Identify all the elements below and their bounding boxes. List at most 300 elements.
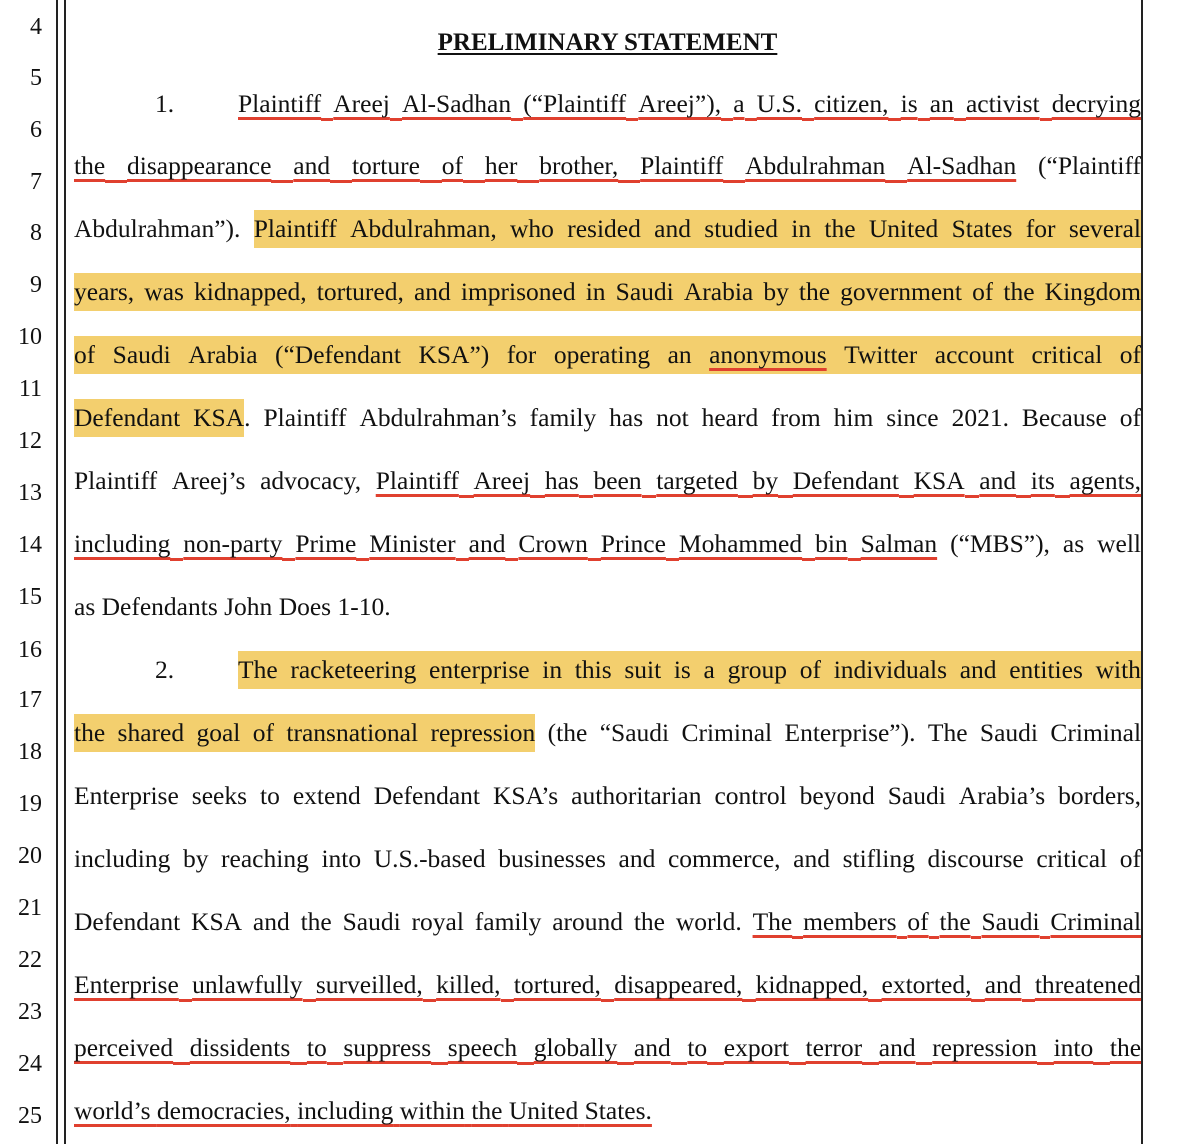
underlined-text: (“Plaintiff (523, 89, 627, 118)
word-gap (180, 399, 193, 437)
body-text: from (771, 403, 821, 432)
word-gap (691, 210, 704, 248)
body-text: extend (292, 781, 361, 810)
word-gap (179, 777, 192, 815)
word-gap (701, 777, 714, 815)
word-gap (278, 651, 291, 689)
underlined-text: and (878, 1033, 916, 1062)
word-gap (723, 147, 745, 185)
word-gap (456, 525, 469, 563)
word-gap (280, 777, 293, 815)
word-gap (242, 903, 253, 941)
body-text: The (927, 718, 968, 747)
highlighted-text: KSA”) (418, 336, 489, 374)
underlined-text: agents, (1069, 466, 1142, 495)
highlighted-text: entities (1009, 651, 1083, 689)
word-gap (184, 714, 196, 752)
word-gap (787, 651, 800, 689)
text-line (74, 840, 1141, 878)
line-number: 13 (18, 480, 42, 506)
word-gap (596, 399, 609, 437)
underlined-text: its (1030, 466, 1055, 495)
body-text: Because (1021, 403, 1107, 432)
body-text: critical (1036, 844, 1108, 873)
word-gap (418, 714, 430, 752)
underlined-text: her (484, 151, 518, 180)
word-gap (742, 966, 755, 1004)
body-text: KSA’s (492, 781, 559, 810)
body-text: around (552, 907, 623, 936)
body-text: beyond (799, 781, 875, 810)
word-gap (332, 903, 343, 941)
underlined-text: kidnapped, (755, 970, 869, 999)
body-text: stifling (842, 844, 915, 873)
body-text: has (609, 403, 644, 432)
body-text: royal (411, 907, 464, 936)
body-text: (the (547, 718, 588, 747)
word-gap (938, 210, 951, 248)
body-text: and (793, 844, 830, 873)
word-gap (1055, 462, 1070, 500)
line-number: 8 (30, 220, 42, 246)
body-text: to (260, 781, 280, 810)
word-gap (758, 399, 771, 437)
word-gap (1016, 147, 1038, 185)
highlighted-text: Saudi (616, 273, 674, 311)
body-text: businesses (498, 844, 606, 873)
word-gap (1050, 525, 1063, 563)
word-gap (821, 651, 834, 689)
body-text: not (656, 403, 689, 432)
underlined-text: an (929, 89, 954, 118)
word-gap (827, 336, 844, 374)
body-text: as (74, 592, 96, 621)
word-gap (954, 85, 966, 123)
word-gap (459, 462, 474, 500)
body-text: advocacy, (260, 466, 362, 495)
highlighted-text: and (960, 651, 997, 689)
word-gap (742, 903, 753, 941)
word-gap (968, 714, 980, 752)
body-text: Criminal (1050, 718, 1142, 747)
underlined-text: activist (965, 89, 1040, 118)
word-gap (420, 147, 442, 185)
highlighted-text: account (935, 336, 1014, 374)
word-gap (715, 651, 728, 689)
word-gap (692, 336, 709, 374)
highlighted-text: group (728, 651, 788, 689)
word-gap (347, 399, 360, 437)
word-gap (171, 336, 188, 374)
word-gap (356, 525, 369, 563)
body-text: 2021. (951, 403, 1009, 432)
text-line (74, 714, 1141, 752)
underlined-text: extorted, (881, 970, 972, 999)
underlined-text: citizen, (814, 89, 889, 118)
line-number: 25 (18, 1103, 42, 1129)
word-gap (1022, 966, 1035, 1004)
highlighted-text: of (74, 336, 95, 374)
word-gap (1102, 336, 1119, 374)
body-text: heard (701, 403, 759, 432)
underlined-text: Al-Sadhan (402, 89, 512, 118)
body-text: seeks (191, 781, 248, 810)
body-text: well (1097, 529, 1141, 558)
underlined-text: to (687, 1033, 708, 1062)
underlined-text: non-party (183, 529, 283, 558)
text-line (74, 462, 1141, 500)
word-gap (1040, 903, 1051, 941)
word-gap (251, 399, 264, 437)
word-gap (463, 147, 485, 185)
line-number: 20 (18, 843, 42, 869)
body-text: family (474, 907, 542, 936)
highlighted-text: for (1026, 210, 1056, 248)
word-gap (535, 714, 547, 752)
word-gap (875, 777, 888, 815)
body-text: Saudi (887, 781, 946, 810)
text-line (74, 273, 1141, 311)
highlighted-text: United (869, 210, 938, 248)
underlined-text: been (593, 466, 642, 495)
word-gap (929, 903, 940, 941)
highlighted-text: and (654, 210, 691, 248)
body-text: and (618, 844, 656, 873)
underlined-text: and (633, 1033, 671, 1062)
word-gap (170, 525, 183, 563)
line-number: 5 (30, 65, 42, 91)
word-gap (530, 462, 545, 500)
word-gap (848, 525, 861, 563)
word-gap (862, 1029, 879, 1067)
word-gap (497, 210, 510, 248)
highlighted-text: racketeering (290, 651, 416, 689)
word-gap (1107, 399, 1120, 437)
line-number: 11 (18, 376, 42, 402)
word-gap (691, 651, 704, 689)
line-number: 19 (18, 791, 42, 817)
word-gap (897, 903, 908, 941)
word-gap (530, 651, 543, 689)
word-gap (856, 210, 869, 248)
word-gap (541, 903, 552, 941)
section-heading-text: PRELIMINARY STATEMENT (437, 29, 778, 56)
word-gap (179, 966, 192, 1004)
highlighted-text: for (507, 336, 537, 374)
highlighted-text: who (510, 210, 554, 248)
highlighted-text: Twitter (844, 336, 917, 374)
underlined-text: democracies, (156, 1096, 291, 1125)
word-gap (939, 399, 952, 437)
word-gap (1056, 210, 1069, 248)
highlighted-text: imprisoned (461, 273, 576, 311)
body-text: Abdulrahman’s (359, 403, 517, 432)
word-gap (885, 147, 907, 185)
word-gap (618, 147, 640, 185)
underlined-text: the (471, 1096, 503, 1125)
word-gap (576, 273, 586, 311)
word-gap (781, 840, 794, 878)
word-gap (1083, 651, 1096, 689)
underlined-text: has (544, 466, 579, 495)
word-gap (1035, 273, 1045, 311)
body-text: Defendant (74, 907, 181, 936)
underlined-text: speech (447, 1033, 518, 1062)
word-gap (361, 777, 374, 815)
word-gap (971, 903, 982, 941)
word-gap (997, 651, 1010, 689)
word-gap (536, 336, 553, 374)
word-gap (245, 462, 260, 500)
underlined-text: Areej (333, 89, 390, 118)
body-text: Saudi (979, 718, 1038, 747)
word-gap (105, 147, 127, 185)
body-text: into (321, 844, 362, 873)
word-gap (247, 777, 260, 815)
word-gap (650, 336, 667, 374)
word-gap (671, 1029, 688, 1067)
word-gap (480, 777, 493, 815)
word-gap (1107, 840, 1120, 878)
word-gap (390, 85, 402, 123)
highlighted-text: of (1120, 336, 1141, 374)
word-gap (666, 525, 679, 563)
word-gap (361, 462, 376, 500)
underlined-text: Al-Sadhan (907, 151, 1017, 180)
word-gap (517, 399, 530, 437)
word-gap (888, 85, 900, 123)
body-text: Areej’s (171, 466, 246, 495)
highlighted-text: Plaintiff (254, 210, 337, 248)
body-text: Criminal (681, 718, 773, 747)
highlighted-text: studied (704, 210, 778, 248)
word-gap (307, 273, 317, 311)
word-gap (511, 85, 523, 123)
text-line (74, 336, 1141, 374)
word-gap (416, 651, 429, 689)
highlighted-text: Kingdom (1045, 273, 1141, 311)
word-gap (1016, 462, 1031, 500)
word-gap (606, 840, 619, 878)
body-text: control (714, 781, 787, 810)
text-line (74, 399, 1141, 437)
word-gap (1037, 1029, 1054, 1067)
body-text: family (529, 403, 597, 432)
underlined-text: of (907, 907, 929, 936)
body-text: since (886, 403, 939, 432)
highlighted-text: with (1096, 651, 1141, 689)
word-gap (588, 525, 601, 563)
line-number: 12 (18, 428, 42, 454)
body-text: reaching (221, 844, 309, 873)
word-gap (1024, 840, 1037, 878)
underlined-text: torture (351, 151, 420, 180)
highlighted-text: by (763, 273, 789, 311)
word-gap (965, 462, 980, 500)
underlined-text: killed, (436, 970, 501, 999)
body-text: borders, (1058, 781, 1142, 810)
word-gap (290, 1029, 307, 1067)
body-text: him (833, 403, 874, 432)
body-text: (“Plaintiff (1038, 151, 1141, 180)
word-gap (612, 651, 625, 689)
body-text: Enterprise (74, 781, 179, 810)
text-line (74, 1029, 1141, 1067)
underlined-text: Plaintiff (375, 466, 459, 495)
word-gap (431, 1029, 448, 1067)
underlined-text: Areej”), (638, 89, 722, 118)
word-gap (464, 903, 475, 941)
text-line (74, 588, 1141, 626)
highlighted-text: of (800, 651, 821, 689)
word-gap (240, 210, 253, 248)
underlined-text: and (293, 151, 331, 180)
underlined-text: Criminal (1050, 907, 1142, 936)
word-gap (689, 399, 702, 437)
word-gap (1045, 777, 1058, 815)
line-number: 22 (18, 947, 42, 973)
highlighted-text: the (1003, 273, 1034, 311)
underlined-text: United (508, 1096, 579, 1125)
text-line (238, 651, 1141, 689)
underlined-text: Plaintiff (238, 89, 322, 118)
word-gap (105, 714, 117, 752)
word-gap (946, 777, 959, 815)
word-gap (918, 85, 930, 123)
line-number: 6 (30, 117, 42, 143)
highlighted-text: Arabia (188, 336, 257, 374)
body-text: “Saudi (599, 718, 670, 747)
underlined-text: and (979, 466, 1017, 495)
word-gap (772, 714, 784, 752)
word-gap (745, 85, 757, 123)
word-gap (947, 651, 960, 689)
highlighted-text: suit (624, 651, 661, 689)
highlighted-text: the (824, 210, 855, 248)
highlighted-text: in (542, 651, 562, 689)
body-text: Abdulrahman”). (74, 214, 241, 243)
line-number: 23 (18, 999, 42, 1025)
word-gap (642, 462, 657, 500)
highlighted-text: individuals (834, 651, 947, 689)
right-margin-rule (1141, 0, 1143, 1144)
body-text: Does (278, 592, 332, 621)
underlined-text: the (74, 151, 106, 180)
underlined-text: terror (805, 1033, 863, 1062)
word-gap (501, 966, 514, 1004)
underlined-text: KSA (913, 466, 965, 495)
text-line (74, 903, 1141, 941)
word-gap (184, 273, 194, 311)
word-gap (170, 840, 183, 878)
underlined-text: perceived (74, 1033, 174, 1062)
highlighted-text: government (840, 273, 962, 311)
underlined-text: Areej (473, 466, 531, 495)
underlined-text: and (984, 970, 1022, 999)
highlighted-text: shared (118, 714, 185, 752)
word-gap (404, 273, 414, 311)
left-margin-rule-outer (56, 0, 58, 1144)
body-text: authoritarian (571, 781, 702, 810)
underlined-text: into (1053, 1033, 1094, 1062)
pleading-line-numbers (0, 0, 50, 1144)
word-gap (303, 966, 316, 1004)
highlighted-text: The (238, 651, 278, 689)
body-text: Plaintiff (263, 403, 347, 432)
text-line (74, 1092, 1141, 1130)
word-gap (738, 462, 753, 500)
underlined-text: States. (584, 1096, 652, 1125)
underlined-text: world’s (74, 1096, 151, 1125)
body-text: (“MBS”), (950, 529, 1050, 558)
word-gap (274, 714, 286, 752)
highlighted-text: the (74, 714, 105, 752)
word-gap (789, 273, 799, 311)
word-gap (643, 399, 656, 437)
underlined-text: of (441, 151, 464, 180)
word-gap (321, 85, 333, 123)
word-gap (554, 210, 567, 248)
underlined-text: targeted (656, 466, 738, 495)
word-gap (1014, 336, 1031, 374)
word-gap (173, 1029, 190, 1067)
word-gap (707, 1029, 724, 1067)
line-number: 18 (18, 739, 42, 765)
line-number: 24 (18, 1051, 42, 1077)
body-text: U.S.-based (373, 844, 486, 873)
line-number: 14 (18, 532, 42, 558)
word-gap (721, 85, 733, 123)
line-number: 21 (18, 895, 42, 921)
body-text: the (300, 907, 332, 936)
body-text: . (244, 403, 251, 432)
underlined-text: decrying (1051, 89, 1141, 118)
line-number: 17 (18, 687, 42, 713)
highlighted-text: KSA (193, 399, 244, 437)
underlined-text: Crown (518, 529, 588, 558)
word-gap (517, 147, 539, 185)
word-gap (1084, 525, 1097, 563)
body-text: John (224, 592, 273, 621)
word-gap (802, 85, 814, 123)
underlined-text: is (900, 89, 918, 118)
word-gap (661, 651, 674, 689)
word-gap (623, 903, 634, 941)
highlighted-text: Saudi (113, 336, 171, 374)
word-gap (562, 651, 575, 689)
word-gap (309, 840, 322, 878)
highlighted-text: States (952, 210, 1013, 248)
line-number: 4 (30, 14, 42, 40)
line-number: 7 (30, 169, 42, 195)
body-text: including (74, 844, 171, 873)
word-gap (778, 210, 791, 248)
underlined-text: dissidents (189, 1033, 291, 1062)
highlighted-text: (“Defendant (275, 336, 401, 374)
line-number: 16 (18, 637, 42, 663)
highlighted-text: in (791, 210, 811, 248)
body-text: KSA (191, 907, 243, 936)
word-gap (180, 903, 191, 941)
word-gap (753, 273, 763, 311)
highlighted-text: this (575, 651, 612, 689)
text-line (74, 525, 1141, 563)
word-gap (1009, 399, 1022, 437)
underlined-text: brother, (539, 151, 619, 180)
word-gap (401, 336, 418, 374)
highlighted-text: transnational (286, 714, 418, 752)
paragraph-number: 1. (155, 89, 175, 118)
